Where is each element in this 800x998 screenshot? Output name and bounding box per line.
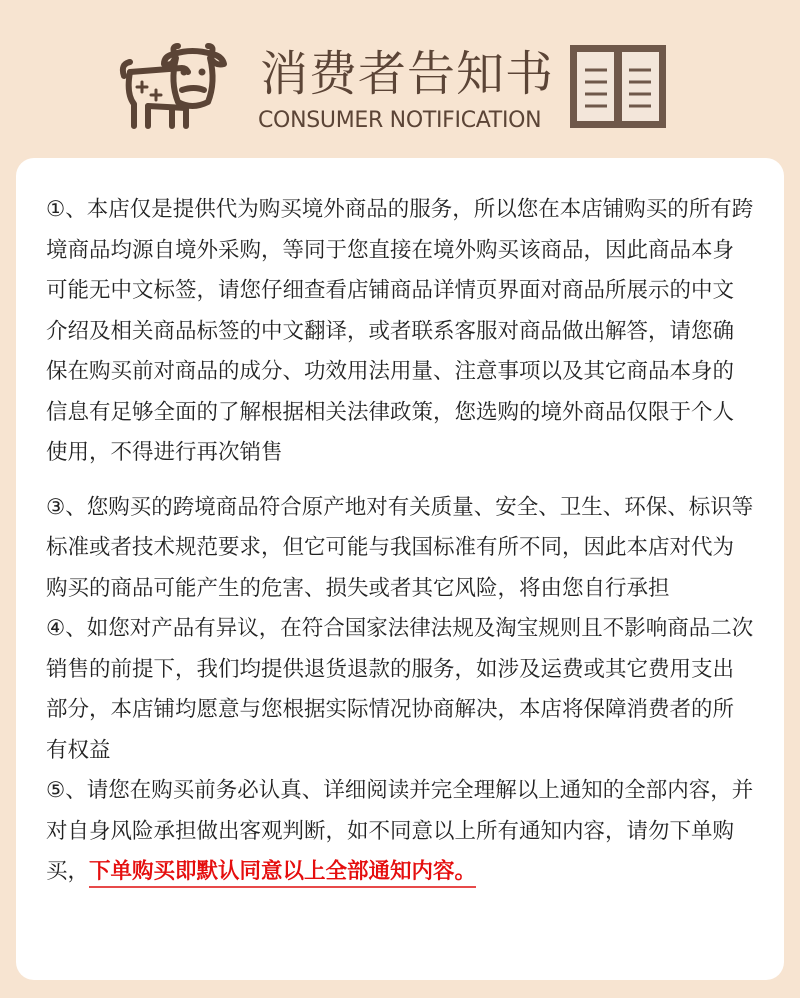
notice-text [46, 190, 754, 893]
page-subtitle: CONSUMER NOTIFICATION [258, 108, 542, 133]
highlight-consent-text: 下单购买即默认同意以上全部通知内容。 [89, 859, 476, 888]
notice-item-4: ④、如您对产品有异议，在符合国家法律法规及淘宝规则且不影响商品二次销售的前提下，我们均提供退货退款的服务，如涉及运费或其它费用支出部分，本店铺均愿意与您根据实际情况协商解决，本店将保障消费者的所有权益 [46, 616, 754, 763]
notice-item-5 [46, 771, 754, 893]
cow-icon [112, 42, 240, 134]
notice-item-1: ①、本店仅是提供代为购买境外商品的服务，所以您在本店铺购买的所有跨境商品均源自境外采购，等同于您直接在境外购买该商品，因此商品本身可能无中文标签，请您仔细查看店铺商品详情页界面对商品所展示的中文介绍及相关商品标签的中文翻译，或者联系客服对商品做出解答，请您确保在购买前对商品的成分、功效用法用量、注意事项以及其它商品本身的信息有足够全面的了解根据相关法律政策，您选购的境外商品仅限于个人使用，不得进行再次销售 [46, 197, 754, 465]
book-icon [569, 44, 667, 129]
notice-item-5-text: ⑤、请您在购买前务必认真、详细阅读并完全理解以上通知的全部内容，并对自身风险承担做出客观判断，如不同意以上所有通知内容，请勿下单购买， [46, 778, 754, 884]
header [0, 0, 800, 150]
notice-item-3: ③、您购买的跨境商品符合原产地对有关质量、安全、卫生、环保、标识等标准或者技术规范要求，但它可能与我国标准有所不同，因此本店对代为购买的商品可能产生的危害、损失或者其它风险，将由您自行承担 [46, 494, 754, 601]
page-title: 消费者告知书 [260, 46, 555, 102]
